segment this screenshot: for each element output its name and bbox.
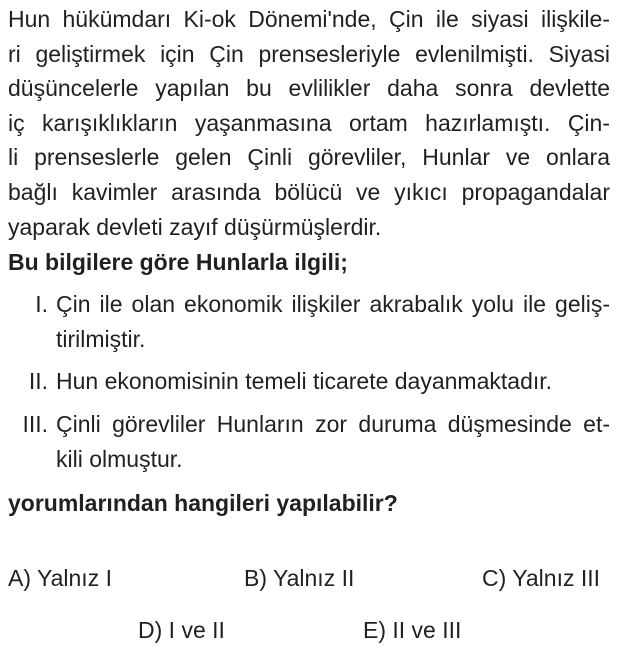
option-b[interactable]: B) Yalnız II (244, 565, 355, 591)
statement-text (56, 287, 610, 356)
statement-numeral: II. (28, 368, 48, 395)
statement-line: Çinli görevliler Hunların zor duruma düşmesinde et- (56, 410, 610, 437)
passage-line: yaparak devleti zayıf düşürmüşlerdir. (8, 213, 382, 240)
passage-line: Hun hükümdarı Ki-ok Dönemi'nde, Çin ile siyasi ilişkile- (8, 6, 610, 32)
passage-line: iç karışıklıkların yaşanmasına ortam hazırlamıştı. Çin- (8, 109, 610, 136)
passage-line: düşüncelerle yapılan bu evlilikler daha sonra devlette (8, 75, 610, 102)
passage-line: bağlı kavimler arasında bölücü ve yıkıcı propagandalar (8, 178, 610, 205)
passage-line: ri geliştirmek için Çin prensesleriyle evlenilmişti. Siyasi (8, 40, 610, 67)
option-a[interactable]: A) Yalnız I (8, 565, 112, 591)
statement-numeral: III. (22, 410, 48, 437)
statement-line: Hun ekonomisinin temeli ticarete dayanmaktadır. (56, 368, 553, 395)
statement-item (8, 407, 610, 476)
question-ending: yorumlarından hangileri yapılabilir? (8, 490, 398, 517)
option-e[interactable]: E) II ve III (363, 617, 462, 643)
statement-line: tirilmiştir. (56, 325, 146, 352)
statement-line: kili olmuştur. (56, 445, 183, 472)
statement-line: Çin ile olan ekonomik ilişkiler akrabalık yolu ile geliş- (56, 291, 610, 318)
statement-item (8, 364, 610, 399)
option-c[interactable]: C) Yalnız III (482, 565, 601, 591)
statement-list (8, 287, 610, 476)
passage-line: li prenseslerle gelen Çinli görevliler, Hunlar ve onlara (8, 144, 610, 171)
passage-text (8, 0, 610, 244)
question-stem: Bu bilgilere göre Hunlarla ilgili; (8, 249, 348, 276)
option-d[interactable]: D) I ve II (138, 617, 225, 643)
statement-text (56, 364, 610, 399)
statement-item (8, 287, 610, 356)
statement-numeral: I. (35, 291, 48, 318)
statement-text (56, 407, 610, 476)
